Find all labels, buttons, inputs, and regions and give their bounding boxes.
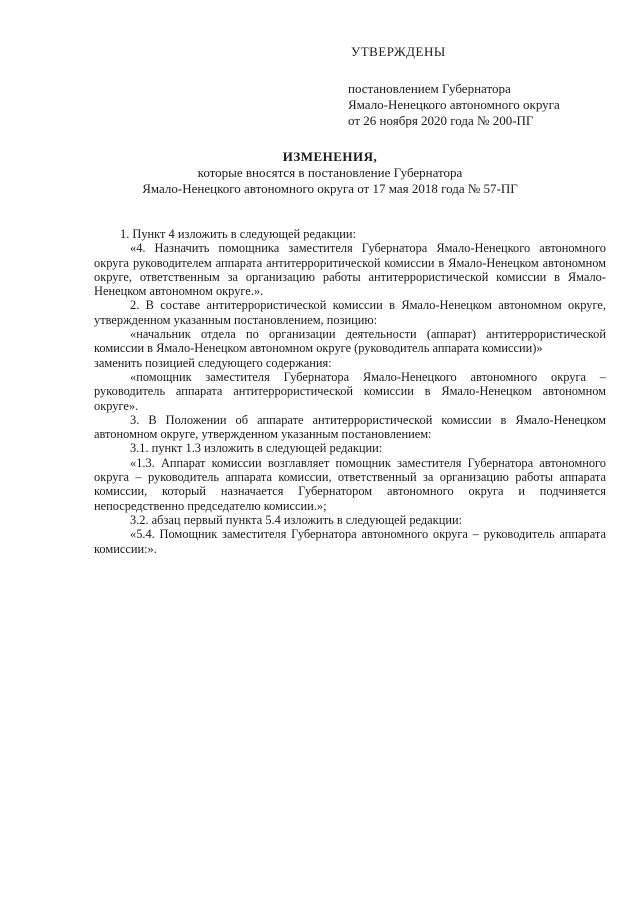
approval-heading: УТВЕРЖДЕНЫ xyxy=(351,44,446,59)
paragraph: «помощник заместителя Губернатора Ямало-Ненецкого автономного округа – руководитель аппарата антитеррористической комиссии в Ямало-Ненецком автономном округе». xyxy=(94,369,606,413)
paragraph: «1.3. Аппарат комиссии возглавляет помощник заместителя Губернатора автономного округа – руководитель аппарата комиссии, ответственный за организацию работы аппарата комиссии, который назначается Губернатором автономного округа и подчиняется непосредственно председателю комиссии.»; xyxy=(94,455,606,513)
document-subtitle: которые вносятся в постановление Губернатора xyxy=(197,165,463,180)
approval-line: от 26 ноября 2020 года № 200-ПГ xyxy=(348,113,534,128)
document-body xyxy=(94,227,606,556)
document-title: ИЗМЕНЕНИЯ, xyxy=(282,149,378,164)
paragraph: 3.2. абзац первый пункта 5.4 изложить в следующей редакции: xyxy=(130,512,463,527)
approval-line: Ямало-Ненецкого автономного округа xyxy=(348,97,560,112)
paragraph: 3. В Положении об аппарате антитеррористической комиссии в Ямало-Ненецком автономном округе, утвержденном указанным постановлением: xyxy=(94,412,606,442)
paragraph: «начальник отдела по организации деятельности (аппарат) антитеррористической комиссии в Ямало-Ненецком автономном округе (руководитель аппарата комиссии)» xyxy=(94,327,606,356)
paragraph: 1. Пункт 4 изложить в следующей редакции: xyxy=(120,227,356,241)
approval-stamp xyxy=(348,44,628,129)
paragraph: 3.1. пункт 1.3 изложить в следующей редакции: xyxy=(130,441,383,456)
paragraph: 2. В составе антитеррористической комиссии в Ямало-Ненецком автономном округе, утвержденном указанным постановлением, позицию: xyxy=(94,298,606,327)
paragraph: «5.4. Помощник заместителя Губернатора автономного округа – руководитель аппарата комиссии:». xyxy=(94,527,606,556)
paragraph: заменить позицией следующего содержания: xyxy=(94,355,332,370)
approval-line: постановлением Губернатора xyxy=(348,81,511,96)
document-subtitle: Ямало-Ненецкого автономного округа от 17 мая 2018 года № 57-ПГ xyxy=(142,181,518,196)
title-block xyxy=(90,149,570,197)
paragraph: «4. Назначить помощника заместителя Губернатора Ямало-Ненецкого автономного округа руководителем аппарата антитерроритической комиссии в Ямало-Ненецком автономном округе, ответственным за организацию работы антитеррористической комиссии в Ямало-Ненецком автономном округе.». xyxy=(94,241,606,299)
